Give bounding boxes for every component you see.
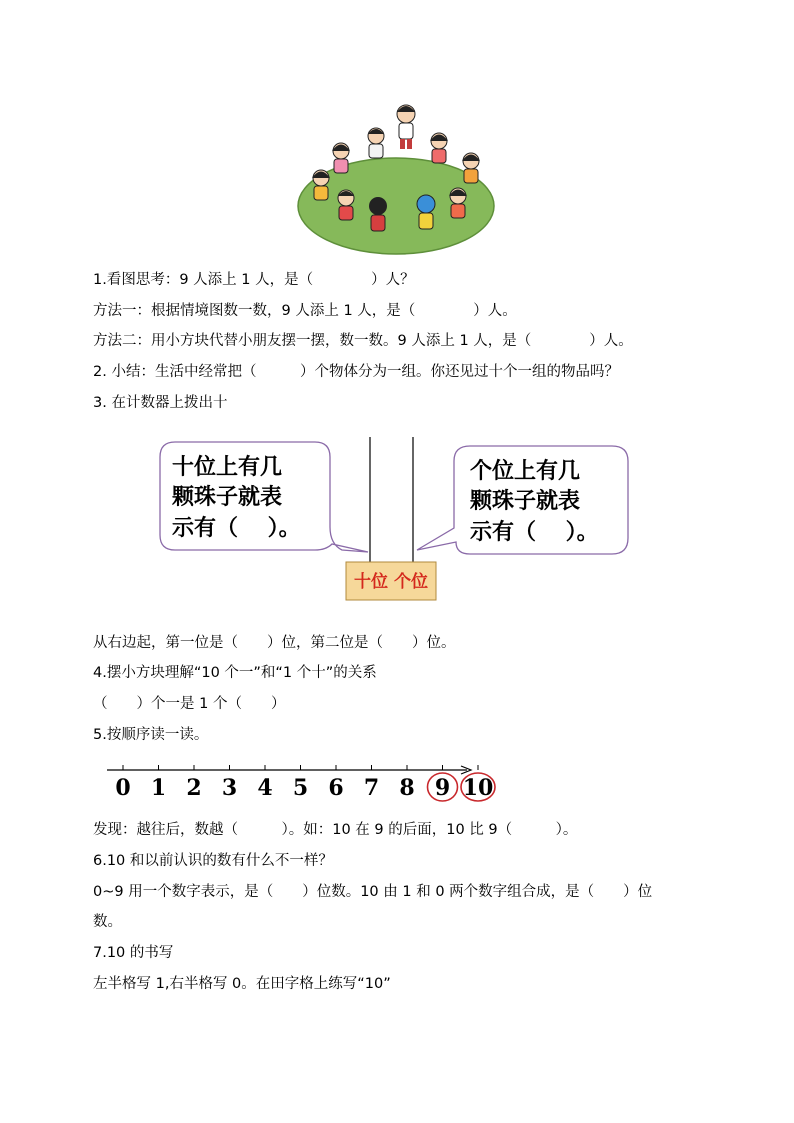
right-speech-bubble [417,446,628,554]
abacus-diagram [150,432,640,607]
question-5: 5.按顺序读一读。 [93,727,209,743]
number-line-label-7: 7 [363,775,380,801]
number-line-label-1: 1 [150,775,167,801]
question-4-answer: （ ）个一是 1 个（ ） [93,696,286,712]
number-line-label-2: 2 [186,775,202,801]
question-3-answer: 从右边起，第一位是（ ）位，第二位是（ ）位。 [93,635,456,651]
number-line-label-6: 6 [328,775,344,801]
question-1: 1.看图思考：9 人添上 1 人，是（ ）人？ [93,272,415,288]
method-1: 方法一：根据情境图数一数，9 人添上 1 人，是（ ）人。 [93,303,517,319]
abacus-base-label: 十位 个位 [354,572,428,592]
method-2: 方法二：用小方块代替小朋友摆一摆，数一数。9 人添上 1 人，是（ ）人。 [93,333,633,349]
right-bubble-line-2: 颗珠子就表 [470,489,581,514]
question-6: 6.10 和以前认识的数有什么不一样？ [93,853,333,869]
question-7: 7.10 的书写 [93,945,174,961]
number-line-label-9: 9 [434,775,451,801]
number-line-label-4: 4 [257,775,273,801]
question-7-instruction: 左半格写 1,右半格写 0。在田字格上练写“10” [93,976,391,992]
children-circle-illustration [296,96,496,256]
left-bubble-line-3: 示有（ ）。 [172,516,301,541]
left-bubble-line-2: 颗珠子就表 [172,485,283,510]
number-line-label-8: 8 [399,775,415,801]
question-2: 2. 小结：生活中经常把（ ）个物体分为一组。你还见过十个一组的物品吗？ [93,364,619,380]
question-6-answer: 0~9 用一个数字表示，是（ ）位数。10 由 1 和 0 两个数字组合成，是（ ）位 [93,884,653,900]
number-line-label-5: 5 [292,775,309,801]
number-line-label-0: 0 [115,775,131,801]
number-line [105,762,505,804]
question-5-answer: 发现：越往后，数越（ ）。如：10 在 9 的后面，10 比 9（ ）。 [93,822,578,838]
left-speech-bubble [160,442,368,552]
number-line-label-3: 3 [221,775,238,801]
left-bubble-line-1: 十位上有几 [172,455,283,480]
question-3: 3. 在计数器上拨出十 [93,395,228,411]
question-6-answer-cont: 数。 [93,914,122,930]
right-bubble-line-1: 个位上有几 [470,459,581,484]
number-line-label-10: 10 [462,775,494,801]
question-4: 4.摆小方块理解“10 个一”和“1 个十”的关系 [93,665,377,681]
right-bubble-line-3: 示有（ ）。 [470,520,599,545]
